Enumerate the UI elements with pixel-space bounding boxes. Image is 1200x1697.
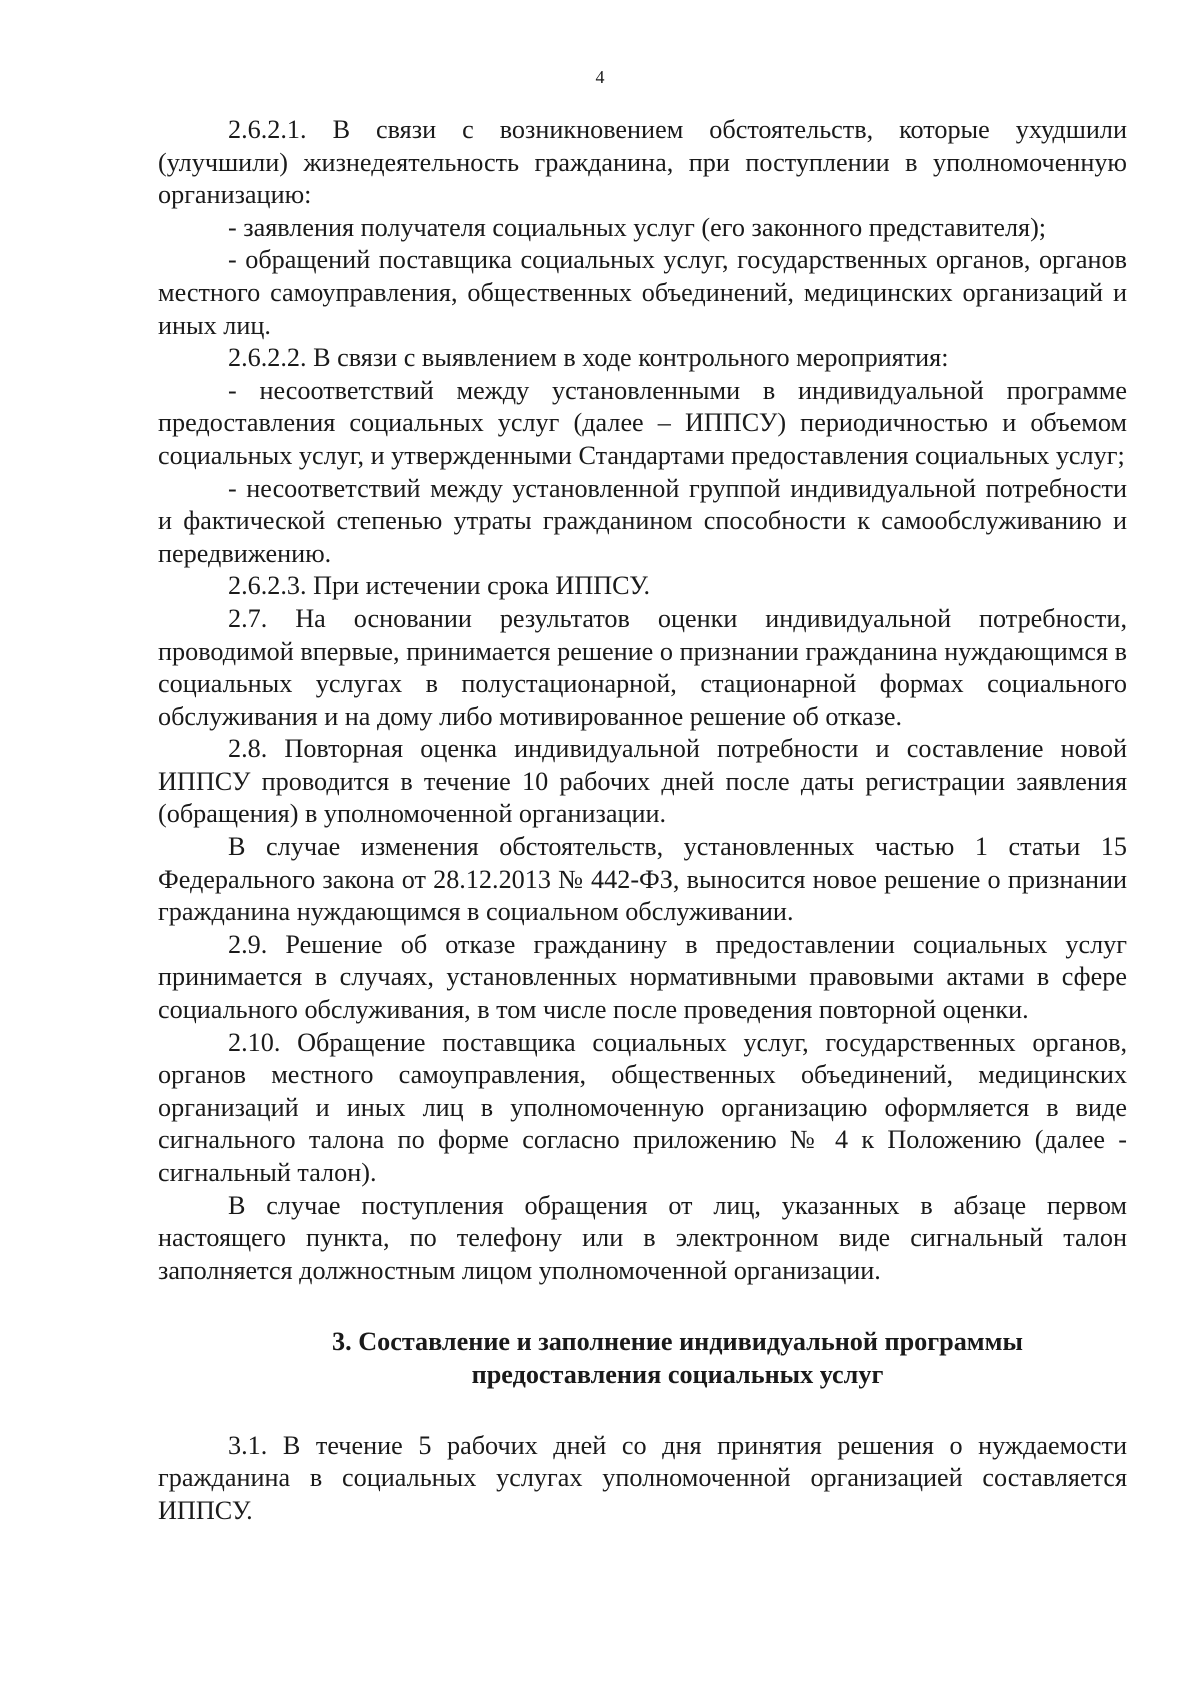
list-item-applicant-statement: - заявления получателя социальных услуг (его законного представителя); <box>228 212 1047 242</box>
list-item-ippsu-mismatch: - несоответствий между установленными в индивидуальной программе предоставления социальных услуг (далее – ИППСУ) периодичностью и объемом социальных услуг, и утвержденными Стандартами предоставления социальных услуг; <box>158 375 1127 470</box>
paragraph-2-10-phone-appeal: В случае поступления обращения от лиц, указанных в абзаце первом настоящего пункта, по телефону или в электронном виде сигнальный талон заполняется должностным лицом уполномоченной организации. <box>158 1190 1127 1285</box>
page-number: 4 <box>595 67 605 87</box>
paragraph-2-6-2-2: 2.6.2.2. В связи с выявлением в ходе контрольного мероприятия: <box>228 343 949 373</box>
paragraph-2-7: 2.7. На основании результатов оценки индивидуальной потребности, проводимой впервые, принимается решение о признании гражданина нуждающимся в социальных услугах в полустационарной, стационарной формах социального обслуживания и на дому либо мотивированное решение об отказе. <box>158 603 1127 731</box>
paragraph-3-1: 3.1. В течение 5 рабочих дней со дня принятия решения о нуждаемости гражданина в социальных услугах уполномоченной организацией составляется ИППСУ. <box>158 1430 1127 1525</box>
paragraph-2-8: 2.8. Повторная оценка индивидуальной потребности и составление новой ИППСУ проводится в течение 10 рабочих дней после даты регистрации заявления (обращения) в уполномоченной организации. <box>158 734 1127 829</box>
paragraph-2-8-circumstances: В случае изменения обстоятельств, установленных частью 1 статьи 15 Федерального закона от 28.12.2013 № 442-ФЗ, выносится новое решение о признании гражданина нуждающимся в социальном обслуживании. <box>158 832 1127 927</box>
paragraph-2-6-2-3: 2.6.2.3. При истечении срока ИППСУ. <box>228 571 651 601</box>
paragraph-2-6-2-1: 2.6.2.1. В связи с возникновением обстоятельств, которые ухудшили (улучшили) жизнедеятельность гражданина, при поступлении в уполномоченную организацию: <box>158 115 1127 210</box>
section-3-heading <box>158 1326 1127 1391</box>
list-item-provider-appeals: - обращений поставщика социальных услуг, государственных органов, органов местного самоуправления, общественных объединений, медицинских организаций и иных лиц. <box>158 245 1127 340</box>
paragraph-2-9: 2.9. Решение об отказе гражданину в предоставлении социальных услуг принимается в случаях, установленных нормативными правовыми актами в сфере социального обслуживания, в том числе после проведения повторной оценки. <box>158 929 1127 1025</box>
section-3-heading-line-2: предоставления социальных услуг <box>471 1359 884 1389</box>
section-3-heading-line-1: 3. Составление и заполнение индивидуальной программы <box>332 1327 1023 1357</box>
list-item-need-group-mismatch: - несоответствий между установленной группой индивидуальной потребности и фактической степенью утраты гражданином способности к самообслуживанию и передвижению. <box>158 473 1127 568</box>
paragraph-2-10: 2.10. Обращение поставщика социальных услуг, государственных органов, органов местного самоуправления, общественных объединений, медицинских организаций и иных лиц в уполномоченную организацию оформляется в виде сигнального талона по форме согласно приложению № 4 к Положению (далее - сигнальный талон). <box>158 1027 1127 1187</box>
document-body <box>158 114 1127 1527</box>
